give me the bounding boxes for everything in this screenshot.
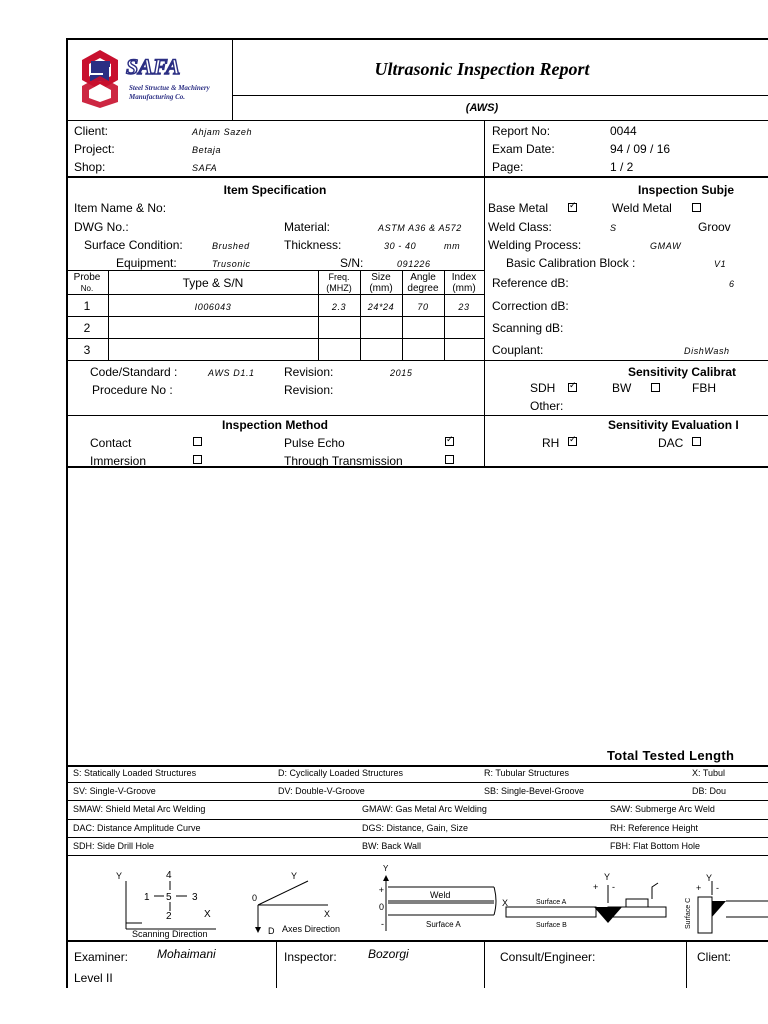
scan-y-label: Y	[115, 871, 122, 881]
shop-value: SAFA	[192, 163, 218, 173]
glossary-dv: DV: Double-V-Groove	[278, 786, 365, 796]
type-sn-header: Type & S/N	[182, 276, 244, 290]
weld-metal-checkbox[interactable]	[692, 203, 701, 212]
scanning-db-label: Scanning dB:	[492, 321, 564, 335]
equipment-label: Equipment:	[116, 256, 177, 270]
groove-label: Groov	[698, 220, 731, 234]
exam-date-label: Exam Date:	[492, 142, 555, 156]
dwg-label: DWG No.:	[74, 220, 129, 234]
glossary-d: D: Cyclically Loaded Structures	[278, 768, 404, 778]
correction-db-label: Correction dB:	[492, 299, 569, 313]
weld-surface-a: Surface A	[426, 920, 461, 929]
weld-section-diagram	[379, 864, 508, 931]
tee-weld-diagram	[685, 873, 768, 933]
surface-value: Brushed	[212, 241, 250, 251]
size-header-a: Size	[371, 272, 391, 283]
glossary-s: S: Statically Loaded Structures	[73, 768, 197, 778]
contact-checkbox[interactable]	[193, 437, 202, 446]
through-transmission-label: Through Transmission	[284, 454, 403, 468]
weld-x-label: X	[502, 898, 509, 908]
sdh-label: SDH	[530, 381, 556, 395]
glossary-smaw: SMAW: Shield Metal Arc Welding	[73, 804, 206, 814]
scan-num-5: 5	[166, 892, 172, 903]
butt-y: Y	[604, 872, 611, 882]
contact-label: Contact	[90, 436, 132, 450]
butt-surface-b: Surface B	[536, 922, 567, 929]
thickness-value: 30 - 40	[384, 241, 417, 251]
consult-engineer-label: Consult/Engineer:	[500, 950, 596, 964]
total-tested-length-label: Total Tested Length	[607, 748, 735, 763]
dac-label: DAC	[658, 436, 684, 450]
company-name-line2: Manufacturing Co.	[129, 93, 186, 101]
table-row-1-freq: 2.3	[331, 302, 347, 312]
material-label: Material:	[284, 220, 331, 234]
tee-minus: -	[716, 883, 719, 893]
butt-weld-diagram	[506, 872, 666, 929]
sdh-checkbox[interactable]	[568, 383, 577, 392]
freq-header-b: (MHZ)	[326, 283, 352, 293]
item-spec-heading: Item Specification	[223, 183, 327, 197]
scan-num-2: 2	[166, 911, 172, 922]
angle-header-b: degree	[407, 283, 439, 294]
base-metal-checkbox[interactable]	[568, 203, 577, 212]
scanning-direction-diagram	[116, 870, 216, 939]
calibration-block-label: Basic Calibration Block :	[506, 256, 636, 270]
probe-header-b: No.	[80, 284, 94, 293]
axes-y-label: Y	[291, 871, 298, 881]
reference-db-label: Reference dB:	[492, 276, 569, 290]
reference-db-value: 6	[729, 279, 735, 289]
glossary-sdh: SDH: Side Drill Hole	[73, 841, 155, 851]
footer-client-label: Client:	[697, 950, 732, 964]
axes-zero-label: 0	[252, 893, 258, 903]
inspector-value: Bozorgi	[368, 947, 409, 961]
probe-header-a: Probe	[73, 272, 101, 283]
scan-x-label: X	[204, 909, 211, 920]
butt-minus: -	[612, 882, 615, 892]
sensitivity-calibration-heading: Sensitivity Calibrat	[628, 365, 737, 379]
weld-label: Weld	[430, 890, 451, 900]
butt-surface-a: Surface A	[536, 899, 567, 906]
axes-direction-diagram	[252, 871, 340, 936]
scan-num-4: 4	[166, 870, 172, 881]
report-title: Ultrasonic Inspection Report	[374, 59, 590, 79]
freq-header-a: Freq.	[328, 272, 350, 282]
table-row-2-no: 2	[83, 321, 91, 335]
examiner-label: Examiner:	[74, 950, 129, 964]
exam-date-value: 94 / 09 / 16	[610, 142, 671, 156]
dac-checkbox[interactable]	[692, 437, 701, 446]
revision-value: 2015	[390, 368, 413, 378]
calibration-block-value: V1	[714, 259, 727, 269]
other-label: Other:	[530, 399, 564, 413]
revision2-label: Revision:	[284, 383, 334, 397]
sn-label: S/N:	[340, 256, 364, 270]
tee-y: Y	[706, 873, 713, 883]
report-no-value: 0044	[610, 124, 637, 138]
scanning-direction-caption: Scanning Direction	[132, 929, 208, 939]
couplant-value: DishWash	[684, 346, 730, 356]
welding-process-label: Welding Process:	[488, 238, 582, 252]
bw-checkbox[interactable]	[651, 383, 660, 392]
table-row-1-size: 24*24	[367, 302, 395, 312]
weld-y-label: Y	[383, 864, 389, 873]
client-value: Ahjam Sazeh	[192, 127, 253, 137]
logo-wordmark: SAFA	[126, 54, 181, 79]
weld-zero-label: 0	[378, 902, 384, 912]
weld-plus-label: +	[378, 885, 384, 895]
bw-label: BW	[612, 381, 632, 395]
table-row-1-type: I006043	[194, 302, 232, 312]
revision-label: Revision:	[284, 365, 334, 379]
rh-label: RH	[542, 436, 560, 450]
item-name-label: Item Name & No:	[74, 201, 167, 215]
weld-metal-label: Weld Metal	[612, 201, 672, 215]
project-label: Project:	[74, 142, 115, 156]
client-label: Client:	[74, 124, 109, 138]
company-name-line1: Steel Structue & Machinery	[129, 84, 210, 92]
direction-diagrams	[66, 857, 768, 939]
report-no-label: Report No:	[492, 124, 551, 138]
weld-class-value: S	[610, 223, 617, 233]
thickness-label: Thickness:	[284, 238, 342, 252]
glossary-sv: SV: Single-V-Groove	[73, 786, 156, 796]
level-label: Level II	[74, 971, 113, 985]
weld-minus-label: -	[381, 919, 384, 929]
couplant-label: Couplant:	[492, 343, 544, 357]
glossary-dac: DAC: Distance Amplitude Curve	[73, 823, 201, 833]
rh-checkbox[interactable]	[568, 437, 577, 446]
glossary-dgs: DGS: Distance, Gain, Size	[362, 823, 469, 833]
angle-header-a: Angle	[410, 272, 436, 283]
inspection-subject-heading: Inspection Subje	[638, 183, 735, 197]
inspection-method-heading: Inspection Method	[222, 418, 328, 432]
axes-x-label: X	[324, 909, 331, 919]
surface-label: Surface Condition:	[84, 238, 183, 252]
scan-num-3: 3	[192, 892, 198, 903]
glossary-gmaw: GMAW: Gas Metal Arc Welding	[362, 804, 487, 814]
project-value: Betaja	[192, 145, 222, 155]
table-row-1-angle: 70	[417, 302, 429, 312]
glossary-fbh: FBH: Flat Bottom Hole	[610, 841, 701, 851]
index-header-a: Index	[451, 272, 477, 283]
table-row-3-no: 3	[83, 343, 91, 357]
tee-surface-c: Surface C	[685, 897, 692, 929]
glossary-bw: BW: Back Wall	[362, 841, 422, 851]
sn-value: 091226	[397, 259, 431, 269]
butt-plus: +	[593, 882, 599, 892]
inspector-label: Inspector:	[284, 950, 337, 964]
glossary-x: X: Tubul	[692, 768, 726, 778]
glossary-sb: SB: Single-Bevel-Groove	[484, 786, 585, 796]
axes-direction-caption: Axes Direction	[282, 924, 341, 934]
through-transmission-checkbox[interactable]	[445, 455, 454, 464]
scan-num-1: 1	[144, 892, 150, 903]
glossary-saw: SAW: Submerge Arc Weld	[610, 804, 715, 814]
tee-plus: +	[696, 883, 702, 893]
procedure-label: Procedure No :	[92, 383, 173, 397]
base-metal-label: Base Metal	[488, 201, 549, 215]
index-header-b: (mm)	[452, 283, 476, 294]
glossary-r: R: Tubular Structures	[484, 768, 570, 778]
sensitivity-evaluation-heading: Sensitivity Evaluation I	[608, 418, 739, 432]
weld-class-label: Weld Class:	[488, 220, 552, 234]
equipment-value: Trusonic	[212, 259, 251, 269]
pulse-echo-label: Pulse Echo	[284, 436, 345, 450]
table-row-1-index: 23	[458, 302, 470, 312]
thickness-unit: mm	[444, 241, 461, 251]
examiner-value: Mohaimani	[157, 947, 216, 961]
size-header-b: (mm)	[369, 283, 393, 294]
page-label: Page:	[492, 160, 524, 174]
immersion-label: Immersion	[90, 454, 147, 468]
page-value: 1 / 2	[610, 160, 634, 174]
table-row-1-no: 1	[83, 299, 91, 313]
immersion-checkbox[interactable]	[193, 455, 202, 464]
shop-label: Shop:	[74, 160, 106, 174]
material-value: ASTM A36 & A572	[378, 223, 462, 233]
welding-process-value: GMAW	[650, 241, 682, 251]
glossary-rh: RH: Reference Height	[610, 823, 699, 833]
code-standard-value: AWS D1.1	[208, 368, 255, 378]
code-standard-label: Code/Standard :	[90, 365, 178, 379]
glossary-db: DB: Dou	[692, 786, 727, 796]
pulse-echo-checkbox[interactable]	[445, 437, 454, 446]
axes-d-label: D	[268, 926, 275, 936]
report-standard: (AWS)	[465, 102, 499, 114]
fbh-label: FBH	[692, 381, 716, 395]
